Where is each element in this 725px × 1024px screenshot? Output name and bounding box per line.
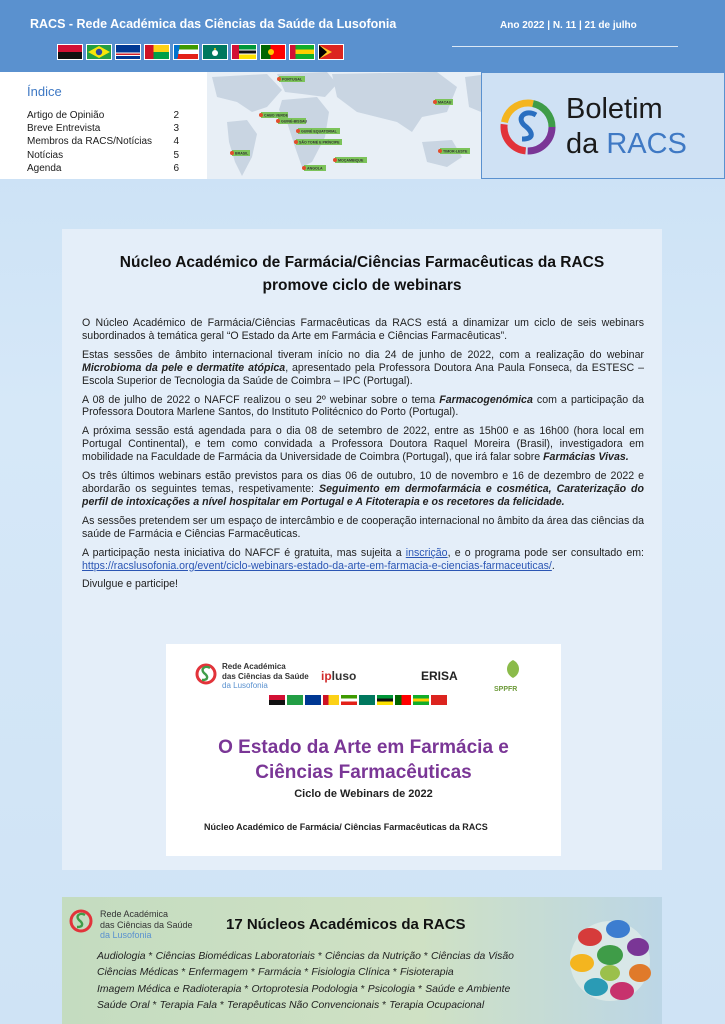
svg-text:CABO VERDE: CABO VERDE — [264, 113, 288, 118]
equatorial-guinea-flag-icon — [173, 44, 199, 60]
index-item[interactable] — [27, 109, 179, 122]
article-body — [82, 317, 644, 597]
webinar-topic: Seguimento em dermofarmácia e cosmética, Caraterização do perfil de intoxicações a nível hospitalar em Portugal e A Fitoterapia e os recetores da felicidade. — [82, 482, 644, 508]
map-label — [276, 118, 308, 124]
index-list — [27, 109, 179, 175]
header-divider — [452, 46, 678, 47]
footer-racs-name: Rede Académica das Ciências da Saúde da Lusofonia — [100, 909, 193, 940]
network-title: RACS - Rede Académica das Ciências da Saúde da Lusofonia — [30, 17, 397, 31]
ipluso-logo: ipluso — [321, 669, 357, 683]
brand-word-da: da — [566, 128, 599, 160]
map-label — [230, 150, 250, 156]
svg-text:TIMOR-LESTE: TIMOR-LESTE — [443, 149, 468, 154]
nuclei-row: Ciências Médicas * Enfermagem * Farmácia * Fisiologia Clínica * Fisioterapia — [97, 967, 454, 979]
timor-leste-flag-icon — [318, 44, 344, 60]
svg-text:PORTUGAL: PORTUGAL — [282, 77, 303, 82]
mozambique-flag-icon — [377, 695, 393, 705]
angola-flag-icon — [57, 44, 83, 60]
map-label — [302, 165, 326, 171]
index-item-label: Agenda — [27, 162, 62, 174]
webinar-poster — [166, 644, 561, 856]
brand-line-1: Boletim — [566, 93, 663, 125]
macau-flag-icon — [202, 44, 228, 60]
boletim-logo-box — [481, 72, 725, 179]
brazil-flag-icon — [86, 44, 112, 60]
poster-racs-name: Rede Académica das Ciências da Saúde da Lusofonia — [222, 662, 309, 690]
brand-word-racs: RACS — [606, 128, 687, 160]
brazil-flag-icon — [287, 695, 303, 705]
sao-tome-flag-icon — [413, 695, 429, 705]
index-heading: Índice — [27, 84, 62, 99]
macau-flag-icon — [359, 695, 375, 705]
poster-footer: Núcleo Académico de Farmácia/ Ciências Farmacêuticas da RACS — [204, 822, 488, 832]
paragraph: O Núcleo Académico de Farmácia/Ciências Farmacêuticas da RACS está a dinamizar um ciclo de seis webinars subordinados à temática geral “O Estado da Arte em Farmácia e Ciências Farmacêuticas”. — [82, 317, 644, 342]
svg-text:MOÇAMBIQUE: MOÇAMBIQUE — [338, 158, 364, 163]
article-title — [62, 251, 662, 297]
map-label — [259, 112, 289, 118]
academic-nuclei-banner — [62, 897, 662, 1024]
paragraph: A participação nesta iniciativa do NAFCF é gratuita, mas sujeita a inscrição, e o programa pode ser consultado em: https://racslusofonia.org/event/ciclo-webinars-estado-da-arte-em-farmacia-e-ciencias-farmaceuticas/. — [82, 546, 644, 572]
svg-text:BRASIL: BRASIL — [235, 151, 249, 156]
equatorial-guinea-flag-icon — [341, 695, 357, 705]
index-item-page: 2 — [173, 110, 179, 121]
index-item-label: Membros da RACS/Notícias — [27, 136, 153, 148]
article-title-line-2: promove ciclo de webinars — [262, 277, 462, 294]
svg-text:ANGOLA: ANGOLA — [307, 166, 323, 171]
cape-verde-flag-icon — [115, 44, 141, 60]
sao-tome-flag-icon — [289, 44, 315, 60]
index-item-label: Artigo de Opinião — [27, 110, 105, 121]
program-link[interactable]: https://racslusofonia.org/event/ciclo-webinars-estado-da-arte-em-farmacia-e-ciencias-farmaceuticas/ — [82, 559, 552, 572]
issue-info: Ano 2022 | N. 11 | 21 de julho — [500, 20, 637, 31]
svg-text:GUINÉ-BISSAU: GUINÉ-BISSAU — [281, 119, 308, 124]
index-panel — [0, 72, 207, 179]
paragraph: Os três últimos webinars estão previstos para os dias 06 de outubro, 10 de novembro e 16 de dezembro de 2022 e abordarão os seguintes temas, respetivamente: Seguimento em dermofarmácia e cosmética, Caraterização do perfil de intoxicações a nível hospitalar em Portugal e A Fitoterapia e os recetores da felicidade. — [82, 470, 644, 508]
index-item[interactable] — [27, 162, 179, 175]
map-label — [333, 157, 367, 163]
paragraph: A 08 de julho de 2022 o NAFCF realizou o seu 2º webinar sobre o tema Farmacogenómica com a participação da Professora Doutora Marlene Santos, do Instituto Politécnico do Porto (Portugal). — [82, 393, 644, 419]
world-map-graphic — [207, 72, 481, 179]
racs-logo-icon — [194, 661, 218, 687]
svg-text:SÃO TOMÉ E PRÍNCIPE: SÃO TOMÉ E PRÍNCIPE — [299, 140, 340, 145]
index-item-label: Breve Entrevista — [27, 123, 101, 135]
portugal-flag-icon — [260, 44, 286, 60]
cape-verde-flag-icon — [305, 695, 321, 705]
webinar-topic: Microbioma da pele e dermatite atópica — [82, 361, 286, 374]
map-label — [296, 128, 340, 134]
sppfr-leaf-icon — [503, 658, 523, 680]
svg-text:GUINÉ EQUATORIAL: GUINÉ EQUATORIAL — [301, 129, 337, 134]
index-item-label: Notícias — [27, 149, 64, 161]
sppfr-logo: SPPFR — [494, 686, 518, 693]
angola-flag-icon — [269, 695, 285, 705]
index-item-page: 5 — [173, 149, 179, 161]
header-band — [0, 0, 725, 72]
paragraph: Estas sessões de âmbito internacional tiveram início no dia 24 de junho de 2022, com a realização do webinar Microbioma da pele e dermatite atópica, apresentado pela Professora Doutora Ana Paula Fonseca, da ESTESC – Escola Superior de Tecnologia da Saúde de Coimbra – IPC (Portugal). — [82, 348, 644, 387]
erisa-logo: ERISA — [421, 669, 458, 683]
timor-leste-flag-icon — [431, 695, 447, 705]
nuclei-row: Saúde Oral * Terapia Fala * Terapêuticas Não Convencionais * Terapia Ocupacional — [97, 999, 485, 1011]
registration-link[interactable]: inscrição — [405, 546, 448, 559]
index-item-page: 4 — [173, 136, 179, 148]
map-label — [277, 76, 305, 82]
footer-heading: 17 Núcleos Académicos da RACS — [226, 916, 466, 933]
paragraph: A próxima sessão está agendada para o dia 08 de setembro de 2022, entre as 15h00 e as 16h00 (hora local em Portugal Continental), e tem como convidada a Professora Doutora Raquel Moreira (Brasil), investigadora em mobilidade na Faculdade de Farmácia da Universidade de Coimbra (Portugal), que irá falar sobre Farmácias Vivas. — [82, 425, 644, 464]
nuclei-row: Imagem Médica e Radioterapia * Ortoprotesia Podologia * Psicologia * Saúde e Ambiente — [97, 983, 511, 995]
map-label — [294, 139, 342, 145]
poster-flags-row — [269, 695, 447, 705]
poster-subtitle: Ciclo de Webinars de 2022 — [294, 788, 433, 800]
map-label — [438, 148, 470, 154]
nuclei-list — [97, 949, 557, 1014]
webinar-topic: Farmacogenómica — [439, 393, 533, 406]
index-item[interactable] — [27, 149, 179, 162]
flags-row — [57, 44, 344, 60]
paragraph: Divulgue e participe! — [82, 578, 178, 591]
webinar-topic: Farmácias Vivas. — [543, 451, 629, 464]
index-item[interactable] — [27, 122, 179, 135]
paragraph: As sessões pretendem ser um espaço de intercâmbio e de cooperação internacional no âmbito da área das ciências da saúde de Farmácia e Ciências Farmacêuticas. — [82, 514, 644, 540]
lusophone-world-map — [207, 72, 481, 179]
index-item-page: 3 — [173, 123, 179, 135]
index-item[interactable] — [27, 135, 179, 148]
poster-title: O Estado da Arte em Farmácia e Ciências Farmacêuticas — [218, 737, 509, 783]
racs-logo-icon — [68, 907, 94, 935]
mozambique-flag-icon — [231, 44, 257, 60]
guinea-bissau-flag-icon — [323, 695, 339, 705]
index-item-page: 6 — [173, 162, 179, 174]
map-label — [433, 99, 453, 105]
svg-text:MACAU: MACAU — [438, 100, 452, 105]
racs-logo-icon — [498, 95, 558, 159]
colorful-globe-icon — [560, 907, 660, 1015]
portugal-flag-icon — [395, 695, 411, 705]
brand-line-2 — [566, 128, 687, 161]
guinea-bissau-flag-icon — [144, 44, 170, 60]
nuclei-row: Audiologia * Ciências Biomédicas Laboratoriais * Ciências da Nutrição * Ciências da Visão — [97, 951, 514, 962]
article-title-line-1: Núcleo Académico de Farmácia/Ciências Farmacêuticas da RACS — [119, 254, 605, 271]
